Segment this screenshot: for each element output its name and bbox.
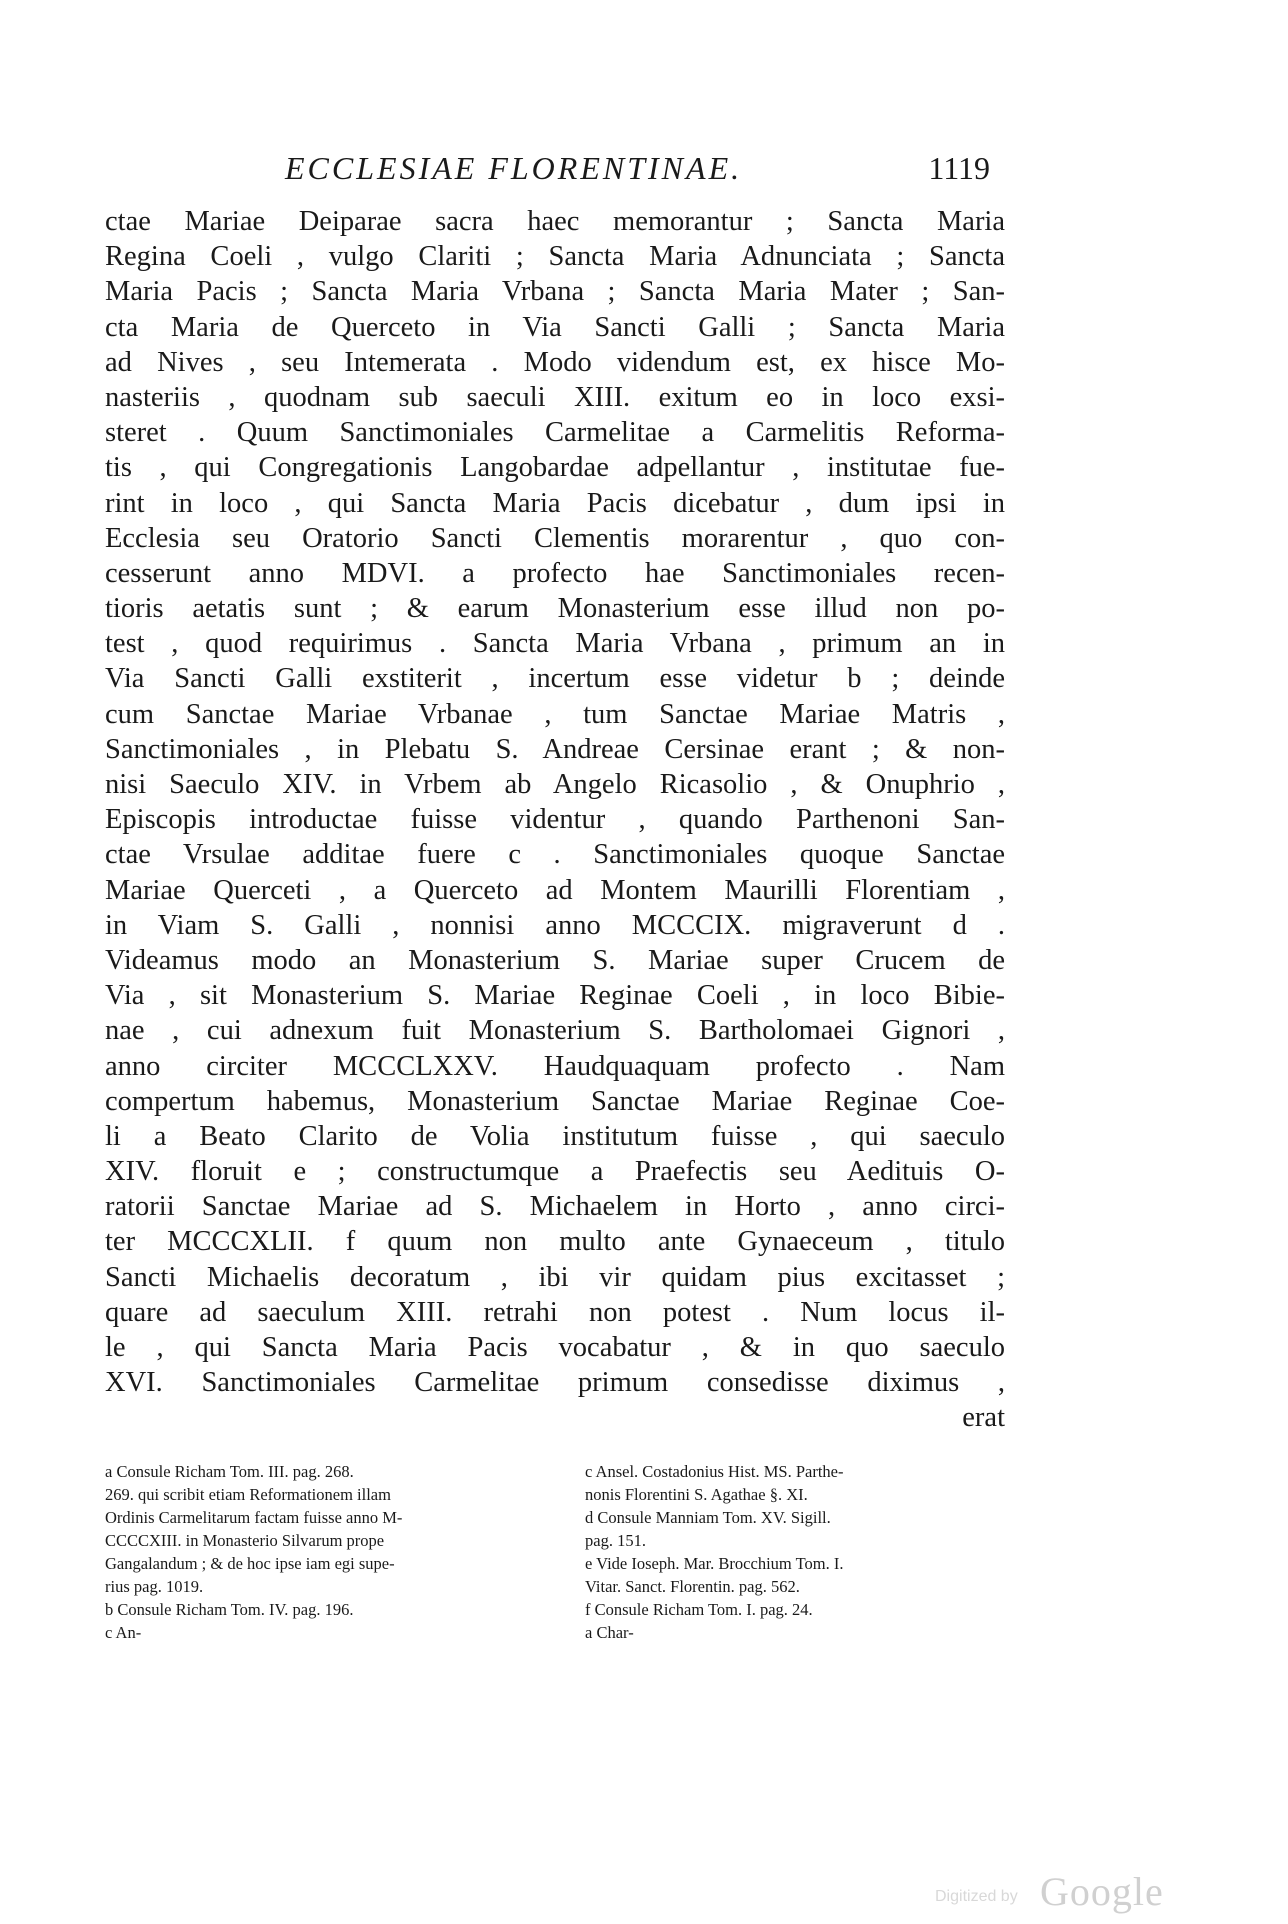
text-line: nisi Saeculo XIV. in Vrbem ab Angelo Ricasolio , & Onuphrio , — [105, 769, 1005, 800]
text-line: ter MCCCXLII. f quum non multo ante Gynaeceum , titulo — [105, 1226, 1005, 1258]
text-line: quare ad saeculum XIII. retrahi non potest . Num locus il- — [105, 1296, 1005, 1328]
text-line: Maria Pacis ; Sancta Maria Vrbana ; Sancta Maria Mater ; San- — [105, 276, 1005, 308]
text-line: cum Sanctae Mariae Vrbanae , tum Sanctae Mariae Matris , — [105, 698, 1005, 730]
footnote-line: 269. qui scribit etiam Reformationem illam — [105, 1485, 391, 1504]
digitized-by-label: Digitized by — [935, 1888, 1018, 1905]
footnote-line: nonis Florentini S. Agathae §. XI. — [585, 1485, 808, 1504]
text-line: cta Maria de Querceto in Via Sancti Galli ; Sancta Maria — [105, 311, 1005, 343]
footnotes-right-column — [585, 1460, 1025, 1644]
footnote-line: a Char- — [585, 1623, 634, 1642]
text-line: steret . Quum Sanctimoniales Carmelitae a Carmelitis Reforma- — [105, 417, 1005, 449]
text-line: Episcopis introductae fuisse videntur , quando Parthenoni San- — [105, 804, 1005, 836]
footnote-line: Vitar. Sanct. Florentin. pag. 562. — [585, 1577, 800, 1596]
text-line: Sancti Michaelis decoratum , ibi vir quidam pius excitasset ; — [105, 1261, 1005, 1293]
text-line: ratorii Sanctae Mariae ad S. Michaelem in Horto , anno circi- — [105, 1191, 1005, 1223]
text-line: compertum habemus, Monasterium Sanctae Mariae Reginae Coe- — [105, 1085, 1005, 1117]
text-line: Via , sit Monasterium S. Mariae Reginae Coeli , in loco Bibie- — [105, 980, 1005, 1012]
text-line: XVI. Sanctimoniales Carmelitae primum consedisse diximus , — [105, 1367, 1005, 1399]
text-line: cesserunt anno MDVI. a profecto hae Sanctimoniales recen- — [105, 557, 1005, 589]
text-line: rint in loco , qui Sancta Maria Pacis dicebatur , dum ipsi in — [105, 487, 1005, 519]
text-line: ad Nives , seu Intemerata . Modo videndum est, ex hisce Mo- — [105, 346, 1005, 378]
text-line: Ecclesia seu Oratorio Sancti Clementis morarentur , quo con- — [105, 522, 1005, 554]
text-line: ctae Mariae Deiparae sacra haec memorantur ; Sancta Maria — [105, 206, 1005, 237]
text-line: tis , qui Congregationis Langobardae adpellantur , institutae fue- — [105, 452, 1005, 484]
page-header — [285, 150, 990, 190]
text-line: in Viam S. Galli , nonnisi anno MCCCIX. migraverunt d . — [105, 909, 1005, 941]
text-line: ctae Vrsulae additae fuere c . Sanctimoniales quoque Sanctae — [105, 839, 1005, 871]
google-watermark: Google — [1040, 1869, 1164, 1914]
text-line: nasteriis , quodnam sub saeculi XIII. exitum eo in loco exsi- — [105, 381, 1005, 413]
footnote-line: pag. 151. — [585, 1531, 646, 1550]
footnote-line: c Ansel. Costadonius Hist. MS. Parthe- — [585, 1462, 844, 1481]
text-line: Regina Coeli , vulgo Clariti ; Sancta Maria Adnunciata ; Sancta — [105, 241, 1005, 273]
text-line: li a Beato Clarito de Volia institutum fuisse , qui saeculo — [105, 1120, 1005, 1152]
footnote-line: Gangalandum ; & de hoc ipse iam egi supe- — [105, 1554, 395, 1573]
text-line: le , qui Sancta Maria Pacis vocabatur , & in quo saeculo — [105, 1332, 1005, 1363]
text-line: anno circiter MCCCLXXV. Haudquaquam profecto . Nam — [105, 1050, 1005, 1082]
text-line: Via Sancti Galli exstiterit , incertum esse videtur b ; deinde — [105, 663, 1005, 695]
footnote-line: Ordinis Carmelitarum factam fuisse anno M- — [105, 1508, 403, 1527]
text-line: Sanctimoniales , in Plebatu S. Andreae Cersinae erant ; & non- — [105, 733, 1005, 765]
footnotes — [105, 1460, 1005, 1700]
text-line: test , quod requirimus . Sancta Maria Vrbana , primum an in — [105, 628, 1005, 660]
text-line: XIV. floruit e ; constructumque a Praefectis seu Aedituis O- — [105, 1156, 1005, 1188]
text-line: Mariae Querceti , a Querceto ad Montem Maurilli Florentiam , — [105, 874, 1005, 906]
footnote-line: b Consule Richam Tom. IV. pag. 196. — [105, 1600, 354, 1619]
text-line: tioris aetatis sunt ; & earum Monasterium esse illud non po- — [105, 593, 1005, 625]
text-line: erat — [962, 1402, 1005, 1434]
footnotes-left-column — [105, 1460, 545, 1644]
text-line: Videamus modo an Monasterium S. Mariae super Crucem de — [105, 944, 1005, 976]
page-number: 1119 — [928, 150, 990, 186]
footnote-line: CCCCXIII. in Monasterio Silvarum prope — [105, 1531, 385, 1550]
text-line: nae , cui adnexum fuit Monasterium S. Bartholomaei Gignori , — [105, 1015, 1005, 1047]
footnote-line: c An- — [105, 1623, 142, 1642]
footnote-line: rius pag. 1019. — [105, 1577, 204, 1596]
footnote-line: e Vide Ioseph. Mar. Brocchium Tom. I. — [585, 1554, 844, 1573]
footnote-line: d Consule Manniam Tom. XV. Sigill. — [585, 1508, 831, 1527]
main-text — [105, 204, 1005, 1436]
running-title: ECCLESIAE FLORENTINAE. — [285, 150, 743, 186]
footnote-line: f Consule Richam Tom. I. pag. 24. — [585, 1600, 813, 1619]
footnote-line: a Consule Richam Tom. III. pag. 268. — [105, 1462, 354, 1481]
